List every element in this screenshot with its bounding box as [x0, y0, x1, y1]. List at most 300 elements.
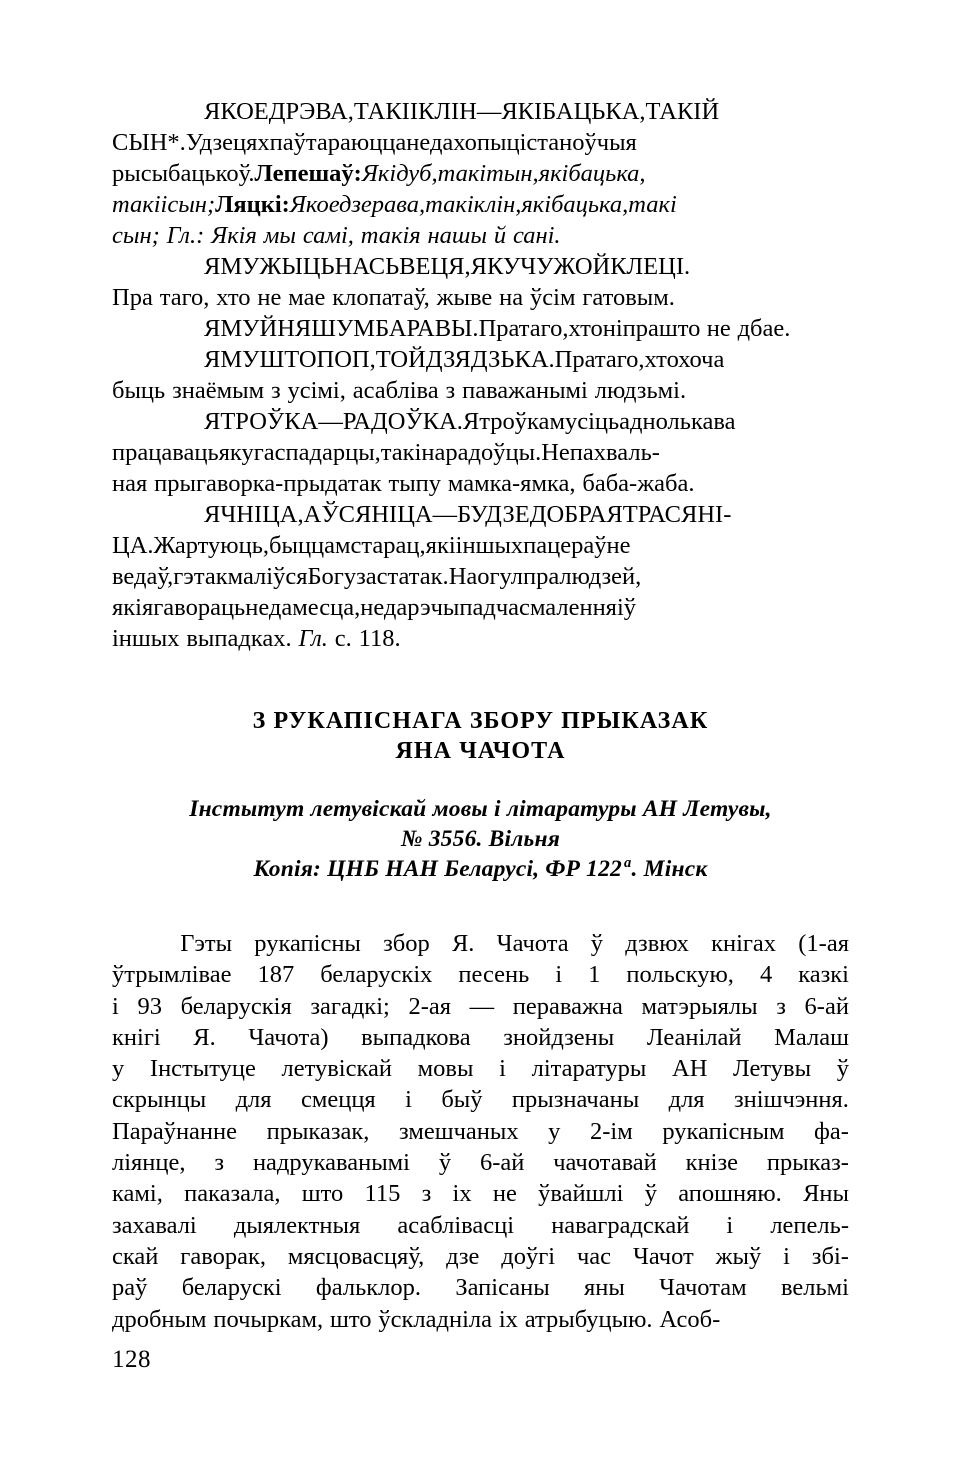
proverb-entry [112, 96, 849, 251]
paragraph-line [112, 1272, 849, 1303]
word: ўскладніла [378, 1305, 493, 1333]
word: які [538, 160, 569, 187]
word: хто [216, 284, 251, 311]
word: ці [506, 129, 527, 156]
word: ПОП, [316, 346, 376, 373]
word: таго, [159, 284, 210, 311]
word: ЯМУ [204, 346, 260, 373]
word: і [726, 1211, 734, 1239]
word: ЖЫЦЬ [259, 253, 335, 280]
word: і [414, 439, 422, 466]
entry-line [158, 253, 690, 280]
entry-line [112, 625, 401, 652]
word: дыялектныя [233, 1211, 361, 1239]
word: час [495, 594, 530, 621]
word: ТРАСЯНІ- [622, 501, 732, 528]
word: Чачотам [659, 1274, 747, 1302]
word: іншых [112, 625, 180, 652]
word: кнігі [112, 1023, 161, 1051]
word: за [356, 563, 377, 590]
paragraph-line [112, 1147, 849, 1178]
entry-line [112, 563, 641, 590]
word: пра [522, 563, 560, 590]
word: аднолькава [619, 408, 736, 435]
word: і [112, 992, 119, 1020]
word: ЧУЖОЙ [520, 253, 611, 280]
word: загадкі; [310, 992, 390, 1020]
word: як [218, 439, 242, 466]
word: прызначаны [511, 1086, 640, 1114]
word: гаспадарцы, [253, 439, 381, 466]
word: Пра [478, 315, 519, 342]
word: Чачота [496, 930, 569, 957]
word: ў [623, 594, 637, 621]
entry-line [112, 439, 660, 466]
paragraph-line [112, 1210, 849, 1241]
word: пераважна [512, 992, 623, 1020]
word: ні [602, 315, 623, 342]
word: летувіскай [281, 1055, 393, 1083]
word: Яны [803, 1180, 849, 1208]
word: кнігах [711, 930, 777, 957]
word: Жартуюць, [153, 532, 270, 559]
paragraph-line [112, 1022, 849, 1053]
word: знойдзены [503, 1023, 615, 1051]
word: ЯКІ [501, 98, 543, 125]
word: на [421, 439, 446, 466]
word: і [160, 191, 168, 218]
word: мы [263, 222, 296, 249]
word: Гл.: [166, 222, 205, 249]
word: такі [628, 191, 677, 218]
word: станоўчыя [526, 129, 637, 156]
entry-line [158, 98, 719, 125]
word: Й [259, 315, 278, 342]
source-line-1: Інстытут летувіскай мовы і літаратуры АН Летувы, [189, 796, 772, 822]
word: мамка-ямка, [447, 470, 576, 497]
word: 4 [759, 961, 773, 989]
word: што [658, 315, 701, 342]
proverb-entry [112, 251, 849, 313]
word: ЦА. [112, 532, 154, 559]
word: бацькоў. [168, 160, 255, 187]
word: з [421, 1180, 432, 1208]
entry-line [112, 594, 636, 621]
word: сын; [167, 191, 216, 218]
word: 6-ай [804, 992, 849, 1020]
word: мусіць [549, 408, 620, 435]
word: да [268, 594, 293, 621]
word: маліўся [227, 563, 308, 590]
word: — [469, 992, 495, 1020]
source-superscript: а [624, 855, 632, 872]
word: дзецях [199, 129, 270, 156]
word: літаратуры [531, 1055, 647, 1083]
word: БАЦЬКА, [542, 98, 646, 125]
word: РАДОЎКА. [342, 408, 463, 435]
word: яны [584, 1274, 625, 1302]
word: гаворак, [180, 1242, 267, 1270]
word: не [245, 594, 269, 621]
word: БУДЗЕ [457, 501, 530, 528]
word: што [330, 1305, 372, 1333]
word: ў [644, 1180, 657, 1208]
word: ў [590, 930, 604, 957]
word: выпадках. [186, 625, 292, 652]
word: дбае. [737, 315, 791, 342]
word: Гл. [298, 625, 328, 652]
word: — [432, 501, 458, 528]
word: знішчэння. [733, 1086, 849, 1114]
word: Якое [289, 191, 339, 218]
word: збор [383, 930, 430, 957]
proverb-entry [112, 344, 849, 406]
word: не [606, 532, 631, 559]
section-heading-line-2: ЯНА ЧАЧОТА [395, 738, 566, 764]
word: тыпу [388, 470, 442, 497]
word: ШТО [259, 346, 317, 373]
word: быццам [269, 532, 351, 559]
word: прыказак, [266, 1117, 370, 1145]
entry-line [158, 346, 724, 373]
word: ўсім [530, 284, 576, 311]
word: іх [498, 1305, 518, 1333]
word: дзерава, [338, 191, 426, 218]
word: у [548, 1117, 561, 1145]
word: СЬВЕЦЯ, [368, 253, 471, 280]
word: Чачота) [248, 1023, 329, 1051]
word: Пра [554, 346, 595, 373]
word: АЎСЯНІЦА [303, 501, 433, 528]
word: У [502, 253, 521, 280]
source-line-3-suffix: . Мінск [631, 856, 708, 882]
word: скрынцы [112, 1086, 207, 1114]
word: раў [112, 1274, 148, 1302]
word: НА [334, 253, 369, 280]
word: лепель- [770, 1211, 849, 1239]
word: жыў [715, 1242, 762, 1270]
word: почыркам, [213, 1305, 324, 1333]
source-line-2: № 3556. Вільня [400, 826, 561, 852]
word: у [112, 1055, 125, 1083]
entry-line [158, 408, 735, 435]
word: захавалі [112, 1211, 197, 1239]
word: рукапісны [254, 930, 361, 957]
word: усімі, [287, 377, 346, 404]
word: прыгаворка-прыдатак [154, 470, 382, 497]
word: (1-ая [798, 930, 849, 957]
word: такі [425, 191, 474, 218]
word: Якія [211, 222, 257, 249]
word: Малаш [774, 1023, 849, 1051]
word: беларускіх [320, 961, 433, 989]
word: — [318, 408, 343, 435]
word: пад [459, 594, 496, 621]
word: не [492, 1180, 517, 1208]
word: сын; [112, 222, 160, 249]
word: гавораць [153, 594, 246, 621]
word: прыказ- [766, 1149, 849, 1177]
word: такі [437, 160, 487, 187]
word: фа- [814, 1117, 849, 1145]
word: людзей, [559, 563, 642, 590]
word: КЛЕЦІ. [610, 253, 691, 280]
entry-line [112, 532, 631, 559]
word: жыве [436, 284, 493, 311]
paragraph-line [112, 1116, 849, 1147]
closing-paragraph [112, 928, 849, 1335]
spacer [112, 766, 849, 794]
word: ТО [375, 346, 409, 373]
word: рукапісным [662, 1117, 785, 1145]
source-line-3-text: Копія: ЦНБ НАН Беларусі, ФР 122 [253, 856, 623, 882]
word: 115 [364, 1180, 401, 1208]
paragraph-line [112, 1178, 849, 1209]
word: на [499, 284, 524, 311]
word: гатовым. [582, 284, 675, 311]
word: выпадкова [361, 1023, 471, 1051]
word: ЯЧНІЦА, [204, 501, 304, 528]
word: быў [441, 1086, 483, 1114]
paragraph-line [112, 991, 849, 1022]
entry-line [707, 315, 791, 342]
word: І [409, 98, 418, 125]
word: фальклор. [315, 1274, 422, 1302]
entry-line [158, 501, 731, 528]
word: ў [438, 1149, 452, 1177]
word: паказала, [184, 1180, 281, 1208]
word: чачотавай [553, 1149, 657, 1177]
word: змешчаных [399, 1117, 519, 1145]
word: малення [529, 594, 617, 621]
word: недарэчы [360, 594, 460, 621]
word: 187 [257, 961, 295, 989]
word: НЯ [277, 315, 312, 342]
word: ДОБРАЯ [529, 501, 623, 528]
word: які [425, 532, 456, 559]
word: камі, [112, 1180, 163, 1208]
word: людзьмі. [594, 377, 687, 404]
word: й [493, 222, 507, 249]
word: з [445, 377, 456, 404]
word: самі, [302, 222, 354, 249]
word: пацераў [523, 532, 607, 559]
word: мовы [417, 1055, 474, 1083]
word: Я. [193, 1023, 216, 1051]
word: с. [334, 625, 352, 652]
proverb-entry [112, 406, 849, 499]
word: што [301, 1180, 344, 1208]
word: недахопы [406, 129, 507, 156]
word: Й [701, 98, 720, 125]
word: Й [408, 346, 426, 373]
word: хто [644, 346, 679, 373]
word: іншых [455, 532, 524, 559]
entry-line [112, 284, 675, 311]
word: ДРЭВА, [268, 98, 354, 125]
word: дробным [112, 1305, 207, 1333]
word: АН [672, 1055, 708, 1083]
word: БАРАВЫ. [375, 315, 479, 342]
word: ліянце, [112, 1149, 186, 1177]
word: клін, [473, 191, 522, 218]
word: Параўнанне [112, 1117, 238, 1145]
word: мясцовасцяў, [287, 1242, 425, 1270]
entry-line [112, 160, 646, 187]
paragraph-line [112, 1304, 849, 1335]
word: 6-ай [479, 1149, 525, 1177]
word: надрукаванымі [252, 1149, 410, 1177]
page-text-block [112, 96, 849, 1335]
word: пра [622, 315, 659, 342]
spacer [112, 654, 849, 706]
word: месца, [292, 594, 361, 621]
word: іх [452, 1180, 472, 1208]
word: 1 [588, 961, 601, 989]
word: Ляцкі: [215, 191, 290, 218]
word: так [380, 439, 415, 466]
word: ШУМ [311, 315, 376, 342]
word: У [185, 129, 200, 156]
word: атрыбуцыю. [524, 1305, 653, 1333]
word: клопатаў, [332, 284, 430, 311]
word: старац, [350, 532, 426, 559]
word: Пра [112, 284, 153, 311]
word: Леанілай [646, 1023, 742, 1051]
word: *. [167, 129, 186, 156]
word: песень [458, 961, 530, 989]
word: якія [112, 594, 154, 621]
word: радоўцы. [445, 439, 542, 466]
word: Ятроўка [462, 408, 550, 435]
word: рысы [112, 160, 169, 187]
word: Богу [307, 563, 357, 590]
word: ЯК [470, 253, 503, 280]
word: у [241, 439, 254, 466]
word: і [555, 961, 563, 989]
word: дуб, [396, 160, 438, 187]
word: доўгі [501, 1242, 556, 1270]
paragraph-line [112, 928, 849, 959]
paragraph-line [112, 1053, 849, 1084]
word: 2-ім [590, 1117, 633, 1145]
page-number: 128 [112, 1346, 151, 1373]
word: беларускія [180, 992, 292, 1020]
word: ЯКОЕ [204, 98, 269, 125]
word: КЛІН [418, 98, 477, 125]
proverb-entry [112, 499, 849, 654]
word: працаваць [112, 439, 219, 466]
word: 118. [358, 625, 401, 652]
word: СЫН [112, 129, 168, 156]
word: матэрыялы [641, 992, 758, 1020]
word: Я. [451, 930, 475, 957]
word: ведаў, [112, 563, 174, 590]
word: асаблівасці [397, 1211, 515, 1239]
word: хто [568, 315, 603, 342]
word: знаёмым [172, 377, 265, 404]
word: таго, [594, 346, 645, 373]
word: для [235, 1086, 272, 1114]
word: такія [360, 222, 421, 249]
word: ЯМУ [204, 253, 260, 280]
word: паважанымі [462, 377, 588, 404]
entry-line [112, 129, 637, 156]
paragraph-line [112, 1241, 849, 1272]
word: польскую, [626, 961, 734, 989]
entry-line [112, 222, 561, 249]
word: Чачот [632, 1242, 694, 1270]
word: з [270, 377, 281, 404]
entry-line [112, 470, 694, 497]
word: баба-жаба. [582, 470, 695, 497]
entry-line [158, 315, 700, 342]
word: для [668, 1086, 705, 1114]
word: гэтак [173, 563, 228, 590]
word: ДЗЯДЗЬКА. [425, 346, 555, 373]
word: нашы [427, 222, 488, 249]
word: збі- [811, 1242, 849, 1270]
word: Летувы [733, 1055, 812, 1083]
paragraph-line [112, 959, 849, 990]
word: казкі [798, 961, 849, 989]
word: Гэты [180, 930, 233, 957]
word: таго, [518, 315, 569, 342]
word: Інстытуце [149, 1055, 256, 1083]
word: беларускі [181, 1274, 282, 1302]
word: Наогул [448, 563, 523, 590]
word: сані. [512, 222, 561, 249]
word: статак. [376, 563, 449, 590]
word: тын, [486, 160, 539, 187]
word: бацька, [551, 191, 629, 218]
word: асабліва [352, 377, 439, 404]
word: апошняю. [678, 1180, 782, 1208]
word: з [776, 992, 786, 1020]
word: кнізе [685, 1149, 739, 1177]
word: паўтараюцца [269, 129, 407, 156]
section-heading-line-1: З РУКАПІСНАГА ЗБОРУ ПРЫКАЗАК [252, 708, 709, 734]
word: — [476, 98, 502, 125]
word: Непахваль- [541, 439, 660, 466]
word: ТАКІ [353, 98, 410, 125]
word: мае [288, 284, 326, 311]
word: які [521, 191, 552, 218]
paragraph-line [112, 1084, 849, 1115]
word: быць [112, 377, 166, 404]
word: дзвюх [625, 930, 689, 957]
word: ўтрымлівае [112, 961, 232, 989]
word: наваградскай [551, 1211, 690, 1239]
word: вельмі [780, 1274, 849, 1302]
word: Які [361, 160, 397, 187]
word: смецця [300, 1086, 376, 1114]
word: ЯТРОЎКА [204, 408, 319, 435]
entry-line [112, 191, 677, 218]
word: ЯМУ [204, 315, 260, 342]
word: з [214, 1149, 225, 1177]
word: Асоб- [659, 1305, 721, 1333]
word: не [257, 284, 282, 311]
word: скай [112, 1242, 159, 1270]
word: 93 [137, 992, 162, 1020]
proverb-entry [112, 313, 849, 344]
word: і [783, 1242, 790, 1270]
word: не [706, 315, 731, 342]
entry-line [112, 377, 686, 404]
word: і [405, 1086, 412, 1114]
word: хоча [678, 346, 725, 373]
